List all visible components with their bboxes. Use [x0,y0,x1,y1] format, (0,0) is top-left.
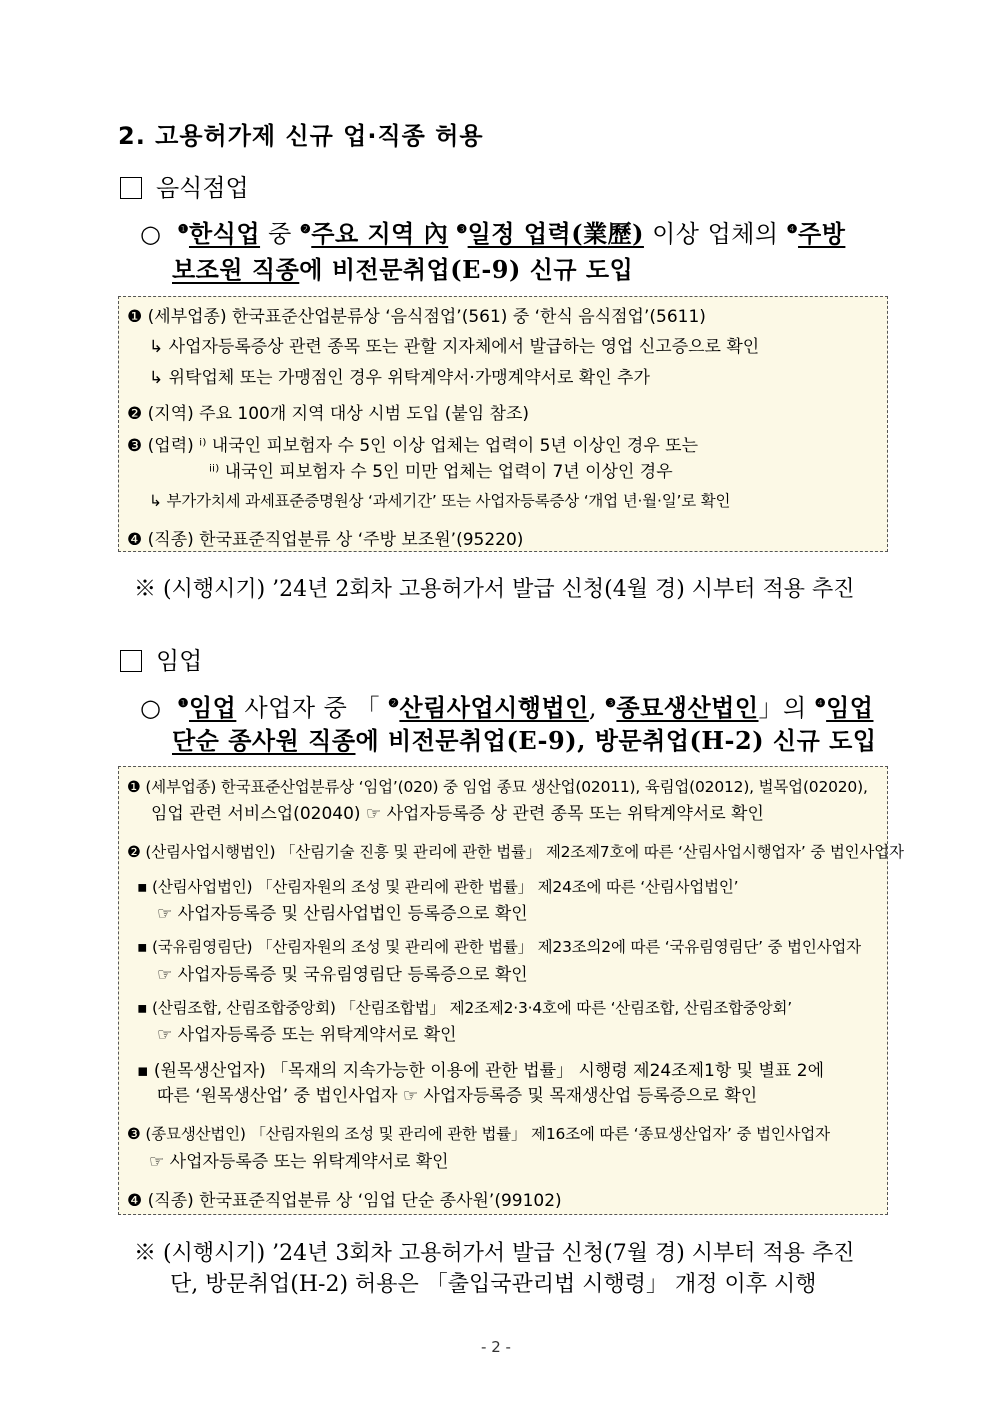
detail-line: ❷ (지역) 주요 100개 지역 대상 시범 도입 (붙임 참조) [127,404,530,424]
detail-line: ↳ 사업자등록증상 관련 종목 또는 관할 지자체에서 발급하는 영업 신고증으로 확인 [149,337,760,357]
checkbox-square-icon [120,650,142,672]
detail-line: ❹ (직종) 한국표준직업분류 상 ‘임업 단순 종사원’(99102) [127,1191,562,1211]
detail-line: ☞ 사업자등록증 및 국유림영림단 등록증으로 확인 [157,965,528,985]
detail-box [118,766,904,1215]
detail-line: ❶ (세부업종) 한국표준산업분류상 ‘음식점업’(561) 중 ‘한식 음식점업’(5611) [127,307,706,327]
page-number: - 2 - [481,1338,511,1356]
lead-line: 보조원 직종에 비전문취업(E-9) 신규 도입 [172,255,634,284]
detail-line: ❶ (세부업종) 한국표준산업분류상 ‘임업’(020) 중 임업 종묘 생산업(02011), 육림업(02012), 벌목업(02020), [127,778,868,796]
detail-line: ▪ (원목생산업자) 「목재의 지속가능한 이용에 관한 법률」 시행령 제24조제1항 및 별표 2에 [137,1061,824,1081]
lead-line: ○ $^❶$한식업 중 $^❷$주요 지역 內 $^❸$일정 업력(業歷) 이상 업체의 $^❹$주방 [140,219,846,248]
detail-line: ↳ 부가가치세 과세표준증명원상 ‘과세기간’ 또는 사업자등록증상 ‘개업 년·월·일’로 확인 [149,492,731,510]
section-title-forestry: 임업 [120,641,202,676]
detail-line: ❸ (종묘생산법인) 「산림자원의 조성 및 관리에 관한 법률」 제16조에 따른 ‘종묘생산업자’ 중 법인사업자 [127,1125,830,1143]
detail-line: ▪ (산림조합, 산림조합중앙회) 「산림조합법」 제2조제2·3·4호에 따른 ‘산림조합, 산림조합중앙회’ [137,999,792,1017]
detail-line: ▪ (국유림영림단) 「산림자원의 조성 및 관리에 관한 법률」 제23조의2에 따른 ‘국유림영림단’ 중 법인사업자 [137,938,861,956]
checkbox-square-icon [120,177,142,199]
detail-line: ❸ (업력) ⁱ⁾ 내국인 피보험자 수 5인 이상 업체는 업력이 5년 이상인 경우 또는 [127,436,698,456]
implementation-note: 단, 방문취업(H-2) 허용은 「출입국관리법 시행령」 개정 이후 시행 [170,1272,817,1297]
detail-line: ↳ 위탁업체 또는 가맹점인 경우 위탁계약서·가맹계약서로 확인 추가 [149,368,650,388]
detail-line: ⁱⁱ⁾ 내국인 피보험자 수 5인 미만 업체는 업력이 7년 이상인 경우 [209,462,673,482]
detail-line: ❷ (산림사업시행법인) 「산림기술 진흥 및 관리에 관한 법률」 제2조제7호에 따른 ‘산림사업시행업자’ 중 법인사업자 [127,843,904,861]
detail-line: ▪ (산림사업법인) 「산림자원의 조성 및 관리에 관한 법률」 제24조에 따른 ‘산림사업법인’ [137,878,739,896]
section-title-restaurant: 음식점업 [120,168,249,203]
implementation-note: ※ (시행시기) ’24년 2회차 고용허가서 발급 신청(4월 경) 시부터 적용 추진 [134,577,855,602]
detail-line: 임업 관련 서비스업(02040) ☞ 사업자등록증 상 관련 종목 또는 위탁계약서로 확인 [151,804,764,824]
section-heading: 2. 고용허가제 신규 업·직종 허용 [118,122,484,150]
detail-line: ☞ 사업자등록증 및 산림사업법인 등록증으로 확인 [157,904,528,924]
implementation-note: ※ (시행시기) ’24년 3회차 고용허가서 발급 신청(7월 경) 시부터 적용 추진 [134,1241,855,1266]
detail-box [118,296,888,552]
detail-line: 따른 ‘원목생산업’ 중 법인사업자 ☞ 사업자등록증 및 목재생산업 등록증으로 확인 [157,1086,758,1106]
detail-line: ☞ 사업자등록증 또는 위탁계약서로 확인 [149,1152,449,1172]
detail-line: ❹ (직종) 한국표준직업분류 상 ‘주방 보조원’(95220) [127,530,524,550]
lead-line: ○ $^❶$임업 사업자 중 「 $^❷$산림사업시행법인, $^❸$종묘생산법인」의 $^❹$임업 [140,693,874,722]
detail-line: ☞ 사업자등록증 또는 위탁계약서로 확인 [157,1025,457,1045]
lead-line: 단순 종사원 직종에 비전문취업(E-9), 방문취업(H-2) 신규 도입 [172,726,877,755]
